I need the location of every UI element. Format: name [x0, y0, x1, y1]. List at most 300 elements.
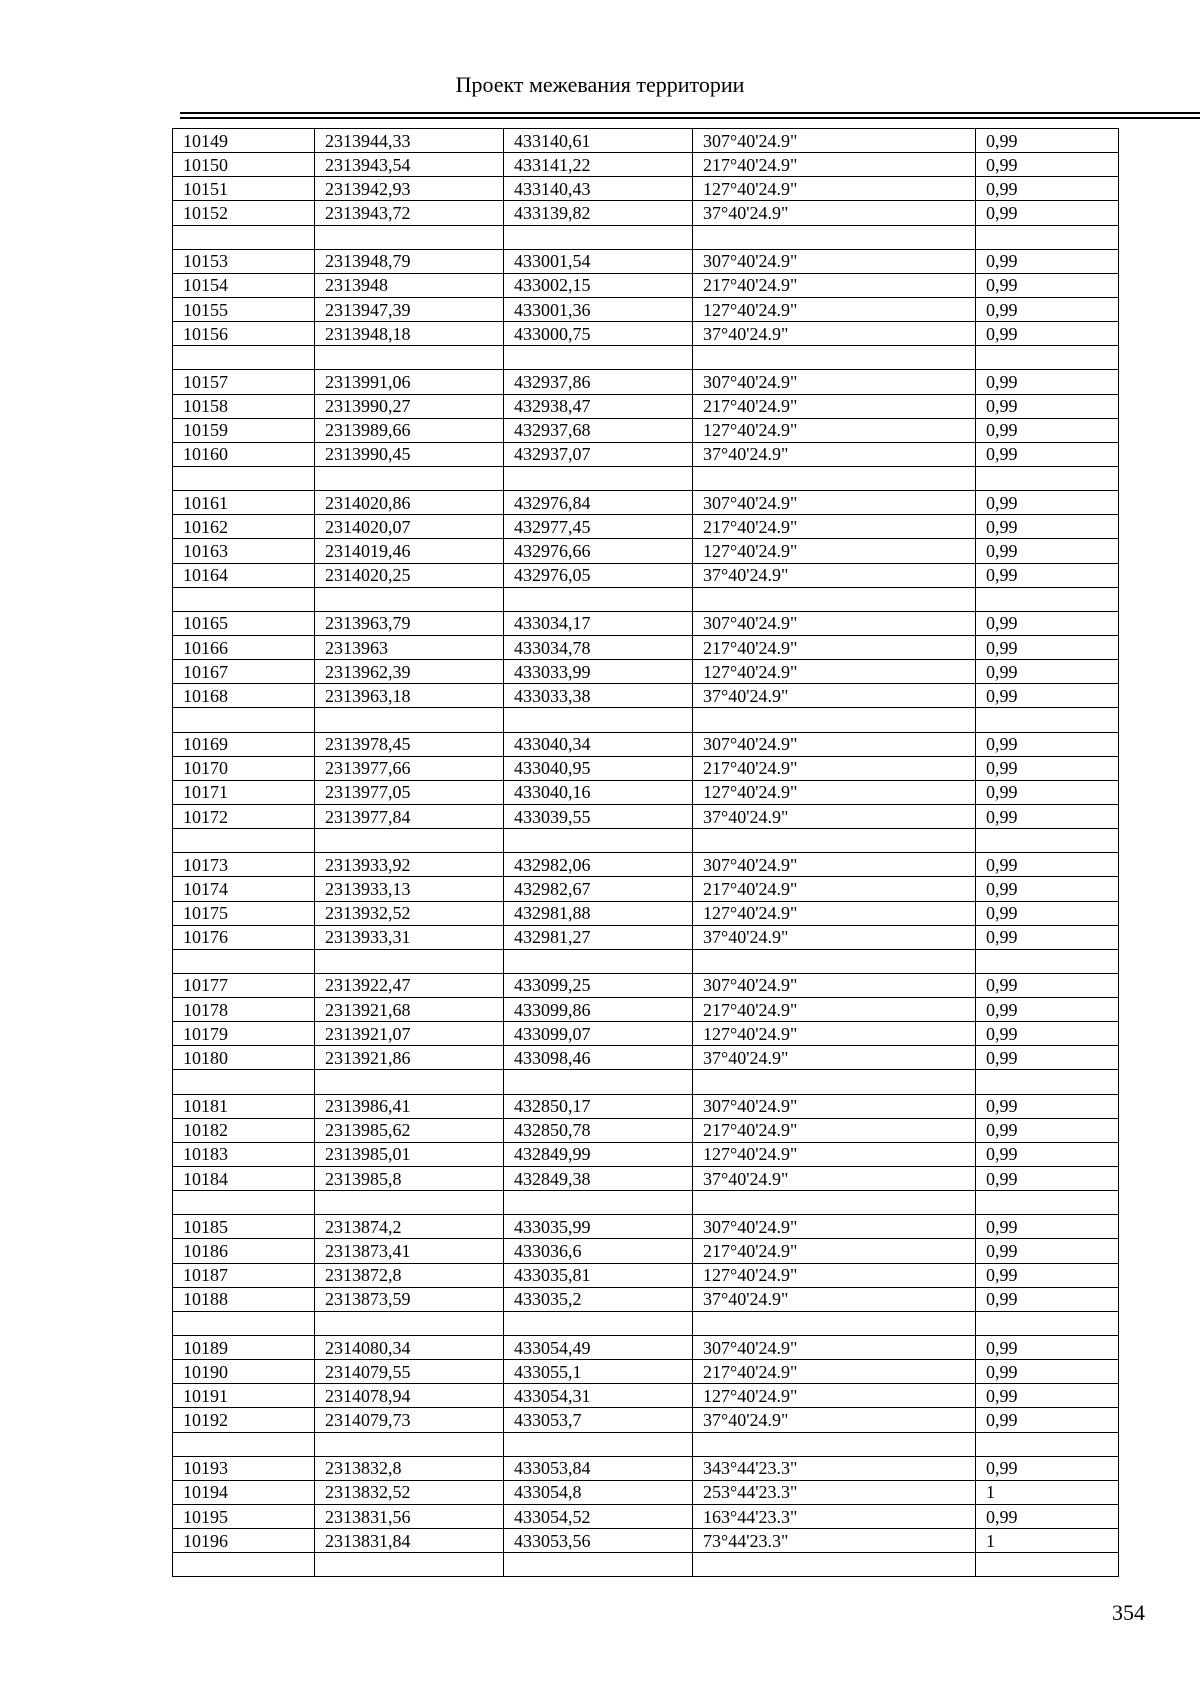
table-row: [173, 346, 1119, 370]
direction-angle-cell: 127°40'24.9": [693, 1263, 976, 1287]
point-number-cell: 10167: [173, 660, 315, 684]
x-coordinate-cell: 2313933,31: [315, 925, 504, 949]
distance-cell: [976, 949, 1119, 973]
direction-angle-cell: 37°40'24.9": [693, 1046, 976, 1070]
direction-angle-cell: 127°40'24.9": [693, 1022, 976, 1046]
x-coordinate-cell: 2313963,79: [315, 611, 504, 635]
point-number-cell: 10184: [173, 1167, 315, 1191]
point-number-cell: [173, 829, 315, 853]
direction-angle-cell: [693, 1191, 976, 1215]
table-row: [173, 466, 1119, 490]
y-coordinate-cell: 432850,17: [504, 1094, 693, 1118]
table-row: [173, 515, 1119, 539]
y-coordinate-cell: 432982,06: [504, 853, 693, 877]
x-coordinate-cell: 2313977,84: [315, 804, 504, 828]
point-number-cell: [173, 708, 315, 732]
direction-angle-cell: 37°40'24.9": [693, 1408, 976, 1432]
x-coordinate-cell: 2313985,8: [315, 1167, 504, 1191]
table-row: [173, 732, 1119, 756]
x-coordinate-cell: 2313985,01: [315, 1142, 504, 1166]
point-number-cell: 10191: [173, 1384, 315, 1408]
point-number-cell: [173, 1432, 315, 1456]
point-number-cell: 10174: [173, 877, 315, 901]
distance-cell: 0,99: [976, 1215, 1119, 1239]
distance-cell: 0,99: [976, 177, 1119, 201]
y-coordinate-cell: 433099,25: [504, 973, 693, 997]
x-coordinate-cell: [315, 1191, 504, 1215]
direction-angle-cell: 217°40'24.9": [693, 1360, 976, 1384]
distance-cell: 0,99: [976, 515, 1119, 539]
direction-angle-cell: 307°40'24.9": [693, 611, 976, 635]
point-number-cell: 10157: [173, 370, 315, 394]
table-row: [173, 442, 1119, 466]
y-coordinate-cell: 432937,07: [504, 442, 693, 466]
table-row: [173, 297, 1119, 321]
direction-angle-cell: 217°40'24.9": [693, 1239, 976, 1263]
direction-angle-cell: 37°40'24.9": [693, 563, 976, 587]
table-row: [173, 1432, 1119, 1456]
y-coordinate-cell: [504, 1191, 693, 1215]
distance-cell: [976, 346, 1119, 370]
point-number-cell: 10180: [173, 1046, 315, 1070]
y-coordinate-cell: 433033,99: [504, 660, 693, 684]
point-number-cell: 10183: [173, 1142, 315, 1166]
y-coordinate-cell: 433035,99: [504, 1215, 693, 1239]
point-number-cell: 10189: [173, 1336, 315, 1360]
y-coordinate-cell: 433034,78: [504, 635, 693, 659]
direction-angle-cell: 163°44'23.3": [693, 1505, 976, 1529]
distance-cell: 0,99: [976, 1360, 1119, 1384]
distance-cell: 0,99: [976, 1408, 1119, 1432]
distance-cell: 0,99: [976, 732, 1119, 756]
y-coordinate-cell: 433035,2: [504, 1287, 693, 1311]
x-coordinate-cell: 2313831,84: [315, 1529, 504, 1553]
x-coordinate-cell: 2313948,18: [315, 322, 504, 346]
table-row: [173, 153, 1119, 177]
table-row: [173, 177, 1119, 201]
table-row: [173, 780, 1119, 804]
y-coordinate-cell: 433040,16: [504, 780, 693, 804]
direction-angle-cell: 307°40'24.9": [693, 1094, 976, 1118]
distance-cell: 1: [976, 1480, 1119, 1504]
distance-cell: 0,99: [976, 660, 1119, 684]
table-row: [173, 829, 1119, 853]
y-coordinate-cell: 432976,66: [504, 539, 693, 563]
x-coordinate-cell: 2313989,66: [315, 418, 504, 442]
y-coordinate-cell: 432850,78: [504, 1118, 693, 1142]
x-coordinate-cell: 2314020,25: [315, 563, 504, 587]
distance-cell: 0,99: [976, 1505, 1119, 1529]
x-coordinate-cell: 2314079,73: [315, 1408, 504, 1432]
distance-cell: 0,99: [976, 1456, 1119, 1480]
x-coordinate-cell: 2313962,39: [315, 660, 504, 684]
point-number-cell: 10182: [173, 1118, 315, 1142]
table-row: [173, 249, 1119, 273]
y-coordinate-cell: 433040,34: [504, 732, 693, 756]
distance-cell: 0,99: [976, 901, 1119, 925]
x-coordinate-cell: 2313922,47: [315, 973, 504, 997]
y-coordinate-cell: [504, 1070, 693, 1094]
table-row: [173, 394, 1119, 418]
table-row: [173, 418, 1119, 442]
y-coordinate-cell: 433141,22: [504, 153, 693, 177]
point-number-cell: 10149: [173, 129, 315, 153]
x-coordinate-cell: 2313991,06: [315, 370, 504, 394]
distance-cell: 0,99: [976, 442, 1119, 466]
distance-cell: 0,99: [976, 1336, 1119, 1360]
direction-angle-cell: 307°40'24.9": [693, 973, 976, 997]
distance-cell: 0,99: [976, 611, 1119, 635]
point-number-cell: 10181: [173, 1094, 315, 1118]
x-coordinate-cell: 2313943,72: [315, 201, 504, 225]
point-number-cell: 10164: [173, 563, 315, 587]
table-row: [173, 1360, 1119, 1384]
x-coordinate-cell: [315, 587, 504, 611]
y-coordinate-cell: 433099,07: [504, 1022, 693, 1046]
point-number-cell: 10176: [173, 925, 315, 949]
distance-cell: 0,99: [976, 1094, 1119, 1118]
direction-angle-cell: 217°40'24.9": [693, 1118, 976, 1142]
table-row: [173, 587, 1119, 611]
x-coordinate-cell: 2313978,45: [315, 732, 504, 756]
y-coordinate-cell: [504, 1432, 693, 1456]
y-coordinate-cell: [504, 587, 693, 611]
table-row: [173, 1408, 1119, 1432]
x-coordinate-cell: [315, 708, 504, 732]
x-coordinate-cell: 2313990,27: [315, 394, 504, 418]
point-number-cell: 10156: [173, 322, 315, 346]
x-coordinate-cell: 2313963: [315, 635, 504, 659]
table-row: [173, 1239, 1119, 1263]
table-row: [173, 853, 1119, 877]
point-number-cell: 10188: [173, 1287, 315, 1311]
point-number-cell: 10162: [173, 515, 315, 539]
table-row: [173, 539, 1119, 563]
table-row: [173, 1022, 1119, 1046]
x-coordinate-cell: 2313947,39: [315, 297, 504, 321]
x-coordinate-cell: 2313921,86: [315, 1046, 504, 1070]
direction-angle-cell: 217°40'24.9": [693, 635, 976, 659]
x-coordinate-cell: 2313921,68: [315, 998, 504, 1022]
x-coordinate-cell: [315, 225, 504, 249]
distance-cell: 0,99: [976, 539, 1119, 563]
y-coordinate-cell: 433140,43: [504, 177, 693, 201]
point-number-cell: 10165: [173, 611, 315, 635]
table-row: [173, 1118, 1119, 1142]
x-coordinate-cell: 2314020,07: [315, 515, 504, 539]
direction-angle-cell: [693, 346, 976, 370]
distance-cell: 0,99: [976, 1384, 1119, 1408]
header-rule: [180, 112, 1200, 114]
point-number-cell: 10169: [173, 732, 315, 756]
y-coordinate-cell: [504, 225, 693, 249]
distance-cell: [976, 1432, 1119, 1456]
direction-angle-cell: 37°40'24.9": [693, 442, 976, 466]
table-row: [173, 225, 1119, 249]
point-number-cell: [173, 587, 315, 611]
direction-angle-cell: [693, 1070, 976, 1094]
y-coordinate-cell: 433002,15: [504, 273, 693, 297]
distance-cell: 0,99: [976, 153, 1119, 177]
x-coordinate-cell: 2314020,86: [315, 491, 504, 515]
direction-angle-cell: 127°40'24.9": [693, 177, 976, 201]
direction-angle-cell: 127°40'24.9": [693, 1384, 976, 1408]
table-row: [173, 1094, 1119, 1118]
table-row: [173, 708, 1119, 732]
x-coordinate-cell: 2313832,8: [315, 1456, 504, 1480]
point-number-cell: 10177: [173, 973, 315, 997]
point-number-cell: 10193: [173, 1456, 315, 1480]
y-coordinate-cell: 433040,95: [504, 756, 693, 780]
direction-angle-cell: 127°40'24.9": [693, 660, 976, 684]
table-row: [173, 804, 1119, 828]
point-number-cell: [173, 1311, 315, 1335]
distance-cell: 0,99: [976, 563, 1119, 587]
direction-angle-cell: 307°40'24.9": [693, 491, 976, 515]
table-row: [173, 756, 1119, 780]
table-row: [173, 611, 1119, 635]
point-number-cell: 10190: [173, 1360, 315, 1384]
direction-angle-cell: 127°40'24.9": [693, 901, 976, 925]
x-coordinate-cell: [315, 1311, 504, 1335]
y-coordinate-cell: 433033,38: [504, 684, 693, 708]
direction-angle-cell: 37°40'24.9": [693, 322, 976, 346]
direction-angle-cell: [693, 587, 976, 611]
point-number-cell: 10150: [173, 153, 315, 177]
table-row: [173, 273, 1119, 297]
x-coordinate-cell: 2313986,41: [315, 1094, 504, 1118]
y-coordinate-cell: [504, 949, 693, 973]
point-number-cell: 10152: [173, 201, 315, 225]
direction-angle-cell: 217°40'24.9": [693, 394, 976, 418]
direction-angle-cell: 307°40'24.9": [693, 732, 976, 756]
x-coordinate-cell: 2314019,46: [315, 539, 504, 563]
distance-cell: 0,99: [976, 1239, 1119, 1263]
point-number-cell: 10196: [173, 1529, 315, 1553]
table-row: [173, 491, 1119, 515]
y-coordinate-cell: 433036,6: [504, 1239, 693, 1263]
y-coordinate-cell: 433034,17: [504, 611, 693, 635]
y-coordinate-cell: 433054,8: [504, 1480, 693, 1504]
distance-cell: 0,99: [976, 394, 1119, 418]
y-coordinate-cell: 433099,86: [504, 998, 693, 1022]
table-row: [173, 1191, 1119, 1215]
point-number-cell: 10151: [173, 177, 315, 201]
y-coordinate-cell: 433053,56: [504, 1529, 693, 1553]
table-row: [173, 877, 1119, 901]
table-row: [173, 563, 1119, 587]
y-coordinate-cell: 433053,84: [504, 1456, 693, 1480]
x-coordinate-cell: 2313872,8: [315, 1263, 504, 1287]
x-coordinate-cell: 2313874,2: [315, 1215, 504, 1239]
y-coordinate-cell: 433054,49: [504, 1336, 693, 1360]
direction-angle-cell: 307°40'24.9": [693, 370, 976, 394]
direction-angle-cell: 127°40'24.9": [693, 780, 976, 804]
distance-cell: 0,99: [976, 491, 1119, 515]
distance-cell: 0,99: [976, 925, 1119, 949]
point-number-cell: 10178: [173, 998, 315, 1022]
y-coordinate-cell: 433000,75: [504, 322, 693, 346]
direction-angle-cell: [693, 1311, 976, 1335]
direction-angle-cell: 217°40'24.9": [693, 877, 976, 901]
distance-cell: 0,99: [976, 998, 1119, 1022]
x-coordinate-cell: 2313921,07: [315, 1022, 504, 1046]
y-coordinate-cell: 432937,68: [504, 418, 693, 442]
x-coordinate-cell: 2313944,33: [315, 129, 504, 153]
y-coordinate-cell: 433054,52: [504, 1505, 693, 1529]
point-number-cell: 10194: [173, 1480, 315, 1504]
x-coordinate-cell: 2313977,66: [315, 756, 504, 780]
distance-cell: 0,99: [976, 804, 1119, 828]
point-number-cell: 10195: [173, 1505, 315, 1529]
x-coordinate-cell: [315, 1553, 504, 1577]
distance-cell: 0,99: [976, 973, 1119, 997]
direction-angle-cell: [693, 829, 976, 853]
point-number-cell: [173, 346, 315, 370]
point-number-cell: 10175: [173, 901, 315, 925]
direction-angle-cell: 37°40'24.9": [693, 925, 976, 949]
y-coordinate-cell: [504, 1553, 693, 1577]
x-coordinate-cell: 2313977,05: [315, 780, 504, 804]
direction-angle-cell: 37°40'24.9": [693, 201, 976, 225]
y-coordinate-cell: 433054,31: [504, 1384, 693, 1408]
distance-cell: 0,99: [976, 1022, 1119, 1046]
point-number-cell: 10166: [173, 635, 315, 659]
distance-cell: 0,99: [976, 249, 1119, 273]
table-row: [173, 1505, 1119, 1529]
table-row: [173, 1142, 1119, 1166]
distance-cell: 0,99: [976, 129, 1119, 153]
x-coordinate-cell: 2313933,13: [315, 877, 504, 901]
direction-angle-cell: 127°40'24.9": [693, 539, 976, 563]
x-coordinate-cell: [315, 1432, 504, 1456]
direction-angle-cell: 127°40'24.9": [693, 418, 976, 442]
point-number-cell: 10163: [173, 539, 315, 563]
x-coordinate-cell: 2313985,62: [315, 1118, 504, 1142]
direction-angle-cell: 343°44'23.3": [693, 1456, 976, 1480]
x-coordinate-cell: 2313873,41: [315, 1239, 504, 1263]
y-coordinate-cell: [504, 1311, 693, 1335]
direction-angle-cell: 307°40'24.9": [693, 853, 976, 877]
page-number: 354: [1112, 1600, 1145, 1625]
distance-cell: 0,99: [976, 1118, 1119, 1142]
y-coordinate-cell: [504, 466, 693, 490]
point-number-cell: [173, 466, 315, 490]
direction-angle-cell: 307°40'24.9": [693, 1336, 976, 1360]
distance-cell: 0,99: [976, 635, 1119, 659]
direction-angle-cell: [693, 708, 976, 732]
table-row: [173, 684, 1119, 708]
point-number-cell: 10171: [173, 780, 315, 804]
table-row: [173, 1553, 1119, 1577]
distance-cell: [976, 466, 1119, 490]
direction-angle-cell: [693, 1432, 976, 1456]
y-coordinate-cell: 433001,36: [504, 297, 693, 321]
y-coordinate-cell: 432981,88: [504, 901, 693, 925]
y-coordinate-cell: 433139,82: [504, 201, 693, 225]
table-row: [173, 1311, 1119, 1335]
page-header-title: Проект межевания территории: [455, 72, 745, 97]
table-row: [173, 973, 1119, 997]
table-row: [173, 201, 1119, 225]
distance-cell: 0,99: [976, 1167, 1119, 1191]
table-row: [173, 1215, 1119, 1239]
table-row: [173, 1336, 1119, 1360]
distance-cell: [976, 1553, 1119, 1577]
direction-angle-cell: 217°40'24.9": [693, 998, 976, 1022]
direction-angle-cell: 73°44'23.3": [693, 1529, 976, 1553]
distance-cell: 0,99: [976, 1263, 1119, 1287]
y-coordinate-cell: 432937,86: [504, 370, 693, 394]
x-coordinate-cell: 2313963,18: [315, 684, 504, 708]
x-coordinate-cell: 2313932,52: [315, 901, 504, 925]
point-number-cell: [173, 1070, 315, 1094]
distance-cell: [976, 1311, 1119, 1335]
x-coordinate-cell: 2313948: [315, 273, 504, 297]
y-coordinate-cell: 433055,1: [504, 1360, 693, 1384]
x-coordinate-cell: 2313933,92: [315, 853, 504, 877]
x-coordinate-cell: [315, 829, 504, 853]
y-coordinate-cell: 432976,05: [504, 563, 693, 587]
direction-angle-cell: 307°40'24.9": [693, 1215, 976, 1239]
point-number-cell: 10187: [173, 1263, 315, 1287]
distance-cell: 0,99: [976, 756, 1119, 780]
table-row: [173, 901, 1119, 925]
point-number-cell: 10155: [173, 297, 315, 321]
point-number-cell: [173, 1191, 315, 1215]
y-coordinate-cell: 432938,47: [504, 394, 693, 418]
direction-angle-cell: 37°40'24.9": [693, 1287, 976, 1311]
table-row: [173, 998, 1119, 1022]
table-row: [173, 1529, 1119, 1553]
x-coordinate-cell: [315, 466, 504, 490]
table-row: [173, 1167, 1119, 1191]
table-row: [173, 1046, 1119, 1070]
distance-cell: 0,99: [976, 684, 1119, 708]
distance-cell: 0,99: [976, 1142, 1119, 1166]
y-coordinate-cell: [504, 829, 693, 853]
point-number-cell: 10179: [173, 1022, 315, 1046]
table-row: [173, 129, 1119, 153]
y-coordinate-cell: 432976,84: [504, 491, 693, 515]
point-number-cell: 10170: [173, 756, 315, 780]
point-number-cell: 10158: [173, 394, 315, 418]
x-coordinate-cell: [315, 1070, 504, 1094]
direction-angle-cell: 127°40'24.9": [693, 297, 976, 321]
coordinates-table-body: [173, 129, 1119, 1577]
y-coordinate-cell: [504, 708, 693, 732]
direction-angle-cell: 307°40'24.9": [693, 129, 976, 153]
point-number-cell: 10153: [173, 249, 315, 273]
y-coordinate-cell: 432977,45: [504, 515, 693, 539]
y-coordinate-cell: 433140,61: [504, 129, 693, 153]
point-number-cell: 10154: [173, 273, 315, 297]
point-number-cell: [173, 225, 315, 249]
x-coordinate-cell: 2314080,34: [315, 1336, 504, 1360]
table-row: [173, 1287, 1119, 1311]
point-number-cell: 10172: [173, 804, 315, 828]
x-coordinate-cell: 2313942,93: [315, 177, 504, 201]
distance-cell: [976, 708, 1119, 732]
direction-angle-cell: 217°40'24.9": [693, 515, 976, 539]
y-coordinate-cell: [504, 346, 693, 370]
direction-angle-cell: 127°40'24.9": [693, 1142, 976, 1166]
x-coordinate-cell: [315, 346, 504, 370]
point-number-cell: 10192: [173, 1408, 315, 1432]
distance-cell: 0,99: [976, 1287, 1119, 1311]
direction-angle-cell: 217°40'24.9": [693, 153, 976, 177]
distance-cell: 0,99: [976, 273, 1119, 297]
